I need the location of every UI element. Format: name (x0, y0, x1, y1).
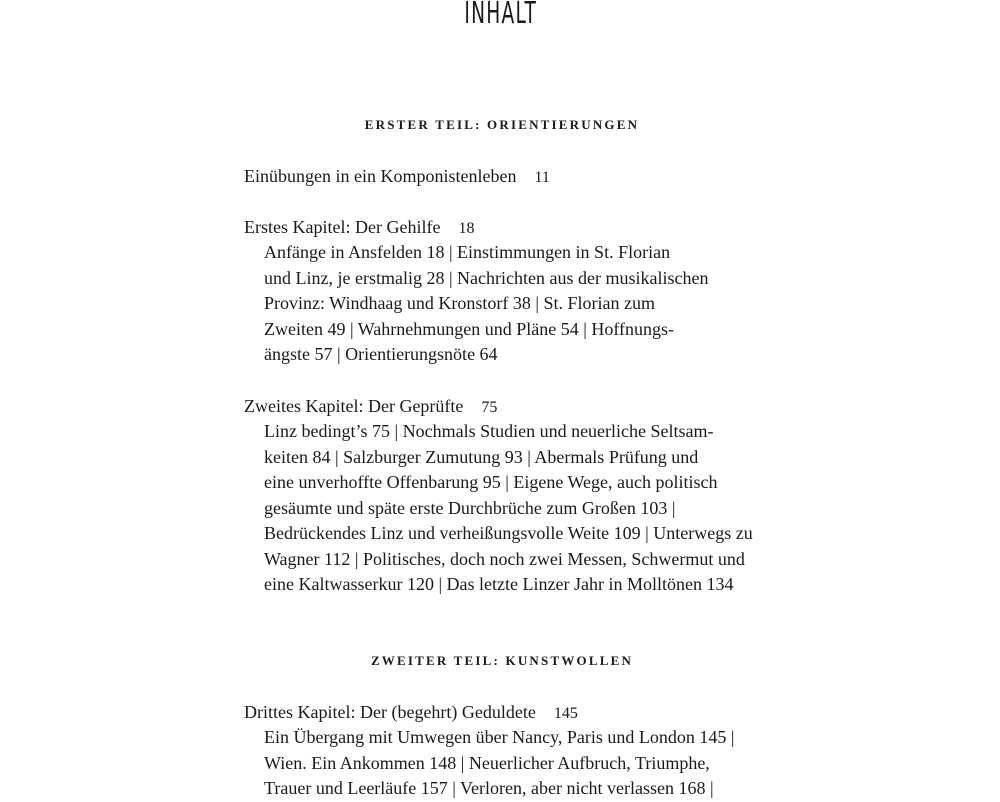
section-line: Bedrückendes Linz und verheißungsvolle Weite 109 | Unterwegs zu (264, 523, 753, 543)
entry-page-number: 145 (553, 705, 578, 722)
section-line: und Linz, je erstmalig 28 | Nachrichten aus der musikalischen (264, 267, 709, 288)
section-line: Provinz: Windhaag und Kronstorf 38 | St. Florian zum (264, 293, 656, 313)
toc-entry-zweites-kapitel-sections (264, 419, 753, 598)
section-line: Trauer und Leerläufe 157 | Verloren, aber nicht verlassen 168 | (264, 778, 714, 798)
section-line: Linz bedingt’s 75 | Nochmals Studien und neuerliche Seltsam- (264, 421, 714, 441)
page-title: INHALT (464, 0, 538, 31)
toc-entry-zweites-kapitel[interactable] (244, 394, 497, 421)
section-line: eine Kaltwasserkur 120 | Das letzte Linzer Jahr in Molltönen 134 (264, 574, 734, 594)
part-heading-2: ZWEITER TEIL: KUNSTWOLLEN (370, 653, 634, 668)
entry-page-number: 11 (534, 169, 550, 186)
toc-entry-drittes-kapitel[interactable] (244, 700, 578, 727)
entry-title-text: Einübungen in ein Komponistenleben (244, 166, 517, 186)
section-line: Wien. Ein Ankommen 148 | Neuerlicher Aufbruch, Triumphe, (264, 752, 710, 773)
entry-page-number: 75 (481, 399, 498, 416)
entry-title-text: Erstes Kapitel: Der Gehilfe (244, 217, 441, 237)
section-line: gesäumte und späte erste Durchbrüche zum Großen 103 | (264, 497, 676, 518)
section-line: Ein Übergang mit Umwegen über Nancy, Paris und London 145 | (264, 727, 735, 747)
toc-entry-erstes-kapitel[interactable] (244, 215, 474, 242)
section-line: keiten 84 | Salzburger Zumutung 93 | Abermals Prüfung und (264, 446, 699, 467)
toc-entry-einuebungen[interactable] (244, 164, 550, 191)
entry-title-text: Drittes Kapitel: Der (begehrt) Geduldete (244, 702, 536, 722)
section-line: Anfänge in Ansfelden 18 | Einstimmungen in St. Florian (264, 242, 671, 262)
part-heading-1: ERSTER TEIL: ORIENTIERUNGEN (364, 117, 640, 132)
section-line: Zweiten 49 | Wahrnehmungen und Pläne 54 | Hoffnungs- (264, 318, 675, 339)
section-line: ängste 57 | Orientierungsnöte 64 (264, 344, 498, 364)
section-line: Wagner 112 | Politisches, doch noch zwei Messen, Schwermut und (264, 548, 745, 569)
toc-entry-erstes-kapitel-sections (264, 240, 708, 368)
toc-entry-drittes-kapitel-sections (264, 725, 735, 802)
section-line: eine unverhoffte Offenbarung 95 | Eigene Wege, auch politisch (264, 472, 718, 492)
entry-page-number: 18 (458, 220, 475, 237)
entry-title-text: Zweites Kapitel: Der Geprüfte (244, 396, 464, 416)
